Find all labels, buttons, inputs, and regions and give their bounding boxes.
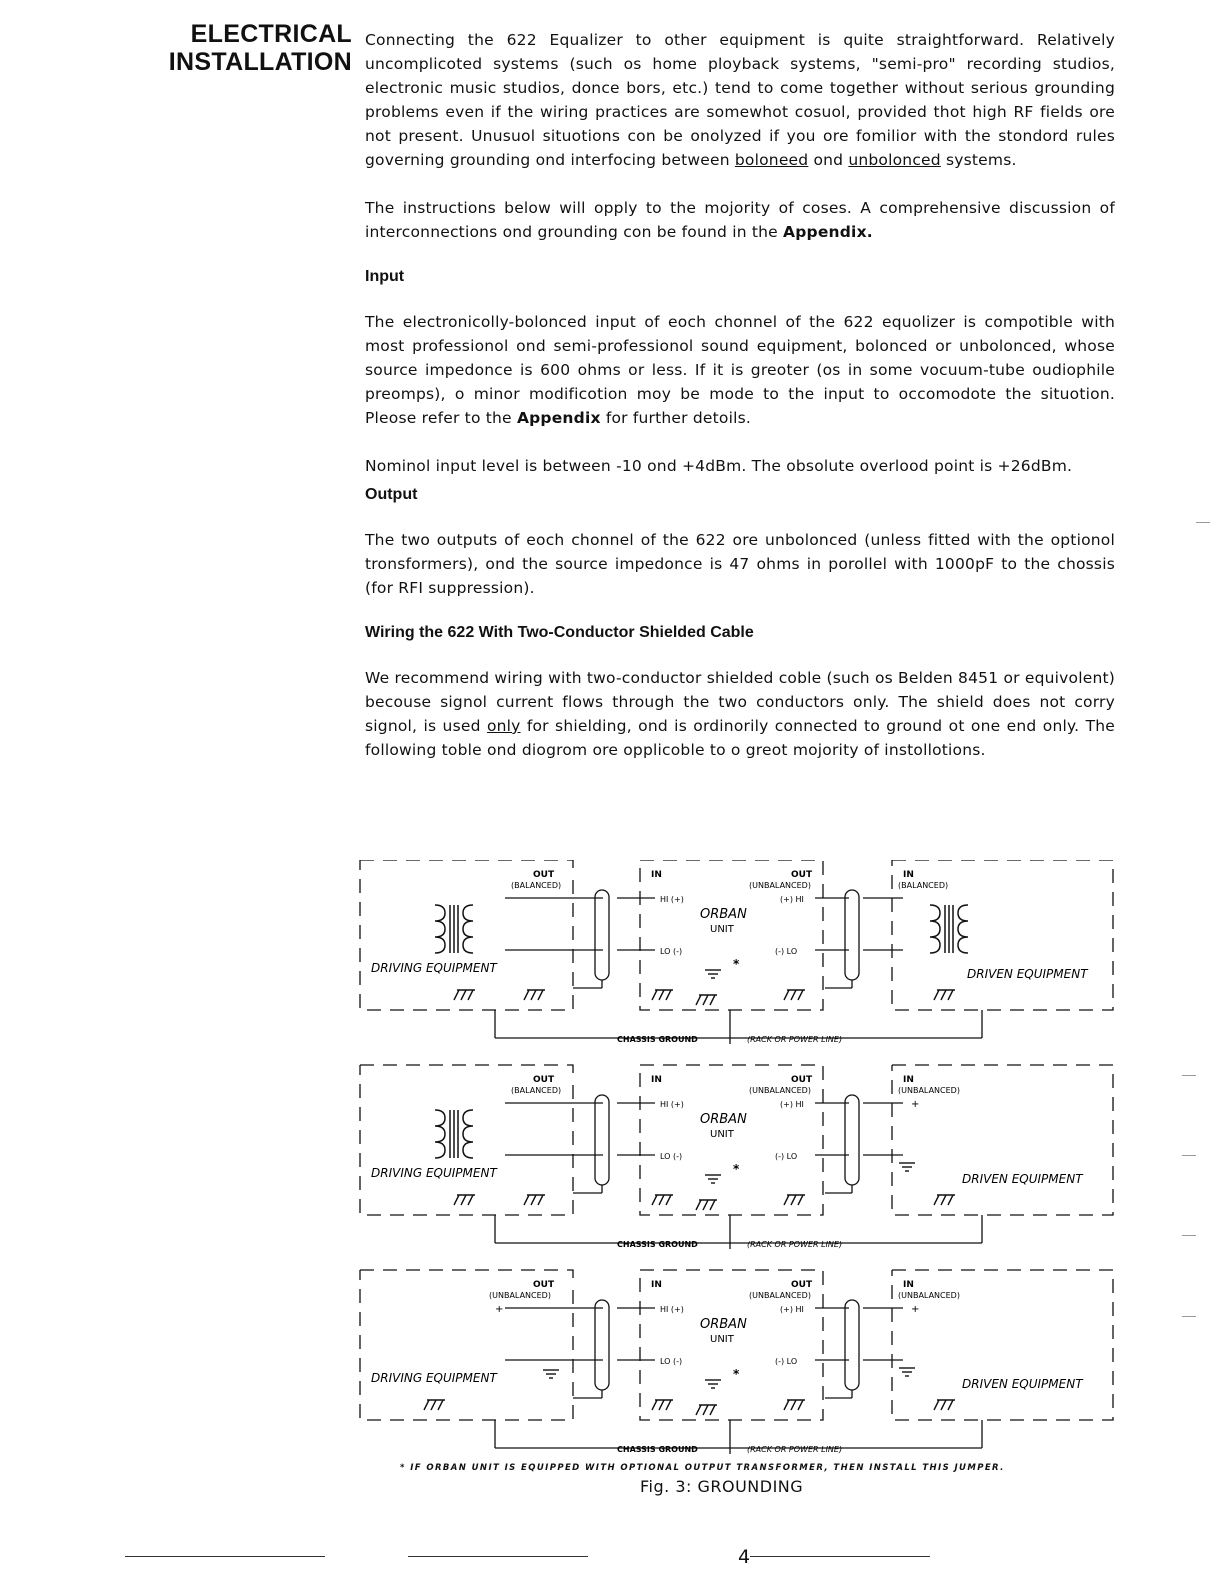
p3-star: * (733, 1367, 740, 1381)
p1-balanced-label-2: (BALANCED) (898, 881, 949, 890)
diagram-panel-unbalanced (360, 1270, 1113, 1454)
p1-lo-out: (-) LO (775, 947, 798, 956)
wiring-paragraph (365, 666, 1115, 762)
p2-unbalanced-label: (UNBALANCED) (749, 1086, 811, 1095)
p3-plus-left: + (495, 1304, 504, 1315)
p2-star: * (733, 1162, 740, 1176)
footer-rule-left (125, 1556, 325, 1557)
diagram-panel-balanced (360, 860, 1113, 1044)
input-paragraph-2: Nominol input level is between -10 ond +4dBm. The obsolute overlood point is +26dBm. (365, 457, 1073, 475)
wiring-text-a: We recommend wiring with two-conductor shielded coble (such os Belden 8451 or equivolent) becouse signol current flows through the two conductors only. The shield does not corry signol, is used (365, 669, 1115, 735)
margin-mark (1182, 1316, 1196, 1317)
p1-lo-in: LO (-) (660, 947, 683, 956)
p2-unbalanced-label-2: (UNBALANCED) (898, 1086, 960, 1095)
p2-chassis: CHASSIS GROUND (617, 1240, 698, 1249)
p3-unbalanced-label-3: (UNBALANCED) (898, 1291, 960, 1300)
p3-lo-out: (-) LO (775, 1357, 798, 1366)
p2-hi-in: HI (+) (660, 1100, 684, 1109)
p2-in-label: IN (651, 1075, 662, 1085)
output-paragraph: The two outputs of eoch chonnel of the 622 ore unbolonced (unless fitted with the optionol tronsformers), ond the source impedonce is 47 ohms in porollel with 1000pF to the chossis (for RFI suppression). (365, 531, 1115, 597)
p1-out-label-2: OUT (791, 870, 813, 880)
wiring-text-b: for shielding, ond is ordinorily connected to ground ot one end only. The following toble ond diogrom ore opplicoble to o greot mojority of instollotions. (365, 717, 1115, 759)
main-text (365, 28, 1115, 762)
p1-driven: DRIVEN EQUIPMENT (967, 967, 1088, 981)
intro-text-a: Connecting the 622 Equalizer to other equipment is quite straightforward. Relatively uncomplicoted systems (such os home ployback systems, "semi-pro" recording studios, electronic music studios, donce bors, etc.) tend to come together without serious grounding problems even if the wiring practices are somewhot cosuol, provided thot high RF fields ore not present. Unusuol situotions con be onolyzed if you ore fomilior with the stondord rules governing grounding ond interfocing between (365, 31, 1115, 169)
figure-caption: Fig. 3: GROUNDING (640, 1477, 804, 1496)
p3-in-label-2: IN (903, 1280, 914, 1290)
figure-footnote: * IF ORBAN UNIT IS EQUIPPED WITH OPTIONAL OUTPUT TRANSFORMER, THEN INSTALL THIS JUMPER. (400, 1463, 1005, 1473)
p1-in-label-2: IN (903, 870, 914, 880)
p3-driven: DRIVEN EQUIPMENT (962, 1377, 1083, 1391)
p1-star: * (733, 957, 740, 971)
p2-orban: ORBAN (700, 1112, 747, 1127)
diagram-panel-bal-to-unbal (360, 1065, 1113, 1249)
margin-mark (1182, 1155, 1196, 1156)
p3-unbalanced-label-2: (UNBALANCED) (749, 1291, 811, 1300)
p2-in-label-2: IN (903, 1075, 914, 1085)
p3-out-label: OUT (533, 1280, 555, 1290)
footer-rule-right (750, 1556, 930, 1557)
p3-out-label-2: OUT (791, 1280, 813, 1290)
p1-hi-out: (+) HI (780, 895, 804, 904)
p1-driving: DRIVING EQUIPMENT (371, 961, 497, 975)
p1-chassis: CHASSIS GROUND (617, 1035, 698, 1044)
p3-hi-in: HI (+) (660, 1305, 684, 1314)
intro-text-b: ond (808, 151, 849, 169)
output-heading: Output (365, 486, 418, 503)
p1-orban: ORBAN (700, 907, 747, 922)
intro-paragraph-1 (365, 28, 1115, 172)
p2-unit: UNIT (710, 1129, 734, 1140)
p2-lo-in: LO (-) (660, 1152, 683, 1161)
appendix-ref: Appendix. (783, 223, 873, 241)
footer-rule-mid (408, 1556, 588, 1557)
input-text-b: for further detoils. (600, 409, 751, 427)
p1-hi-in: HI (+) (660, 895, 684, 904)
p1-unit: UNIT (710, 924, 734, 935)
p2-rack: (RACK OR POWER LINE) (747, 1240, 843, 1249)
p2-plus: + (911, 1099, 920, 1110)
balanced-underline: boloneed (734, 151, 809, 169)
p3-chassis: CHASSIS GROUND (617, 1445, 698, 1454)
only-underline: only (486, 717, 521, 735)
page-number: 4 (738, 1546, 751, 1568)
p3-orban: ORBAN (700, 1317, 747, 1332)
wiring-heading: Wiring the 622 With Two-Conductor Shielded Cable (365, 624, 754, 641)
intro-text-c: systems. (940, 151, 1017, 169)
intro-paragraph-2 (365, 196, 1115, 244)
margin-mark (1196, 522, 1210, 523)
section-heading-line1: ELECTRICAL (190, 20, 352, 48)
p1-out-label: OUT (533, 870, 555, 880)
input-heading: Input (365, 268, 405, 285)
p3-in-label: IN (651, 1280, 662, 1290)
p2-balanced-label: (BALANCED) (511, 1086, 562, 1095)
p2-hi-out: (+) HI (780, 1100, 804, 1109)
p3-unbalanced-label: (UNBALANCED) (489, 1291, 551, 1300)
p1-rack: (RACK OR POWER LINE) (747, 1035, 843, 1044)
p1-unbalanced-label: (UNBALANCED) (749, 881, 811, 890)
input-appendix-ref: Appendix (516, 409, 601, 427)
intro2-text: The instructions below will opply to the mojority of coses. A comprehensive discussion of interconnections ond grounding con be found in the (365, 199, 1115, 241)
p2-out-label: OUT (533, 1075, 555, 1085)
margin-mark (1182, 1075, 1196, 1076)
p3-lo-in: LO (-) (660, 1357, 683, 1366)
p3-rack: (RACK OR POWER LINE) (747, 1445, 843, 1454)
p2-driving: DRIVING EQUIPMENT (371, 1166, 497, 1180)
input-text-a: The electronicolly-bolonced input of eoch chonnel of the 622 equolizer is compotible with most professionol ond semi-professionol sound equipment, bolonced or unbolonced, whose source impedonce is 600 ohms or less. If it is greoter (os in some vocuum-tube oudiophile preomps), o minor modificotion moy be mode to the input to occomodote the situotion. Pleose refer to the (365, 313, 1115, 427)
p3-hi-out: (+) HI (780, 1305, 804, 1314)
section-heading (140, 20, 352, 76)
margin-mark (1182, 1235, 1196, 1236)
input-paragraph-1 (365, 310, 1115, 430)
unbalanced-underline: unbolonced (848, 151, 941, 169)
p3-plus-right: + (911, 1304, 920, 1315)
p1-in-label: IN (651, 870, 662, 880)
grounding-diagram (355, 860, 1125, 1470)
p1-balanced-label: (BALANCED) (511, 881, 562, 890)
p2-driven: DRIVEN EQUIPMENT (962, 1172, 1083, 1186)
p2-lo-out: (-) LO (775, 1152, 798, 1161)
p2-out-label-2: OUT (791, 1075, 813, 1085)
p3-unit: UNIT (710, 1334, 734, 1345)
section-heading-line2: INSTALLATION (168, 48, 352, 76)
p3-driving: DRIVING EQUIPMENT (371, 1371, 497, 1385)
